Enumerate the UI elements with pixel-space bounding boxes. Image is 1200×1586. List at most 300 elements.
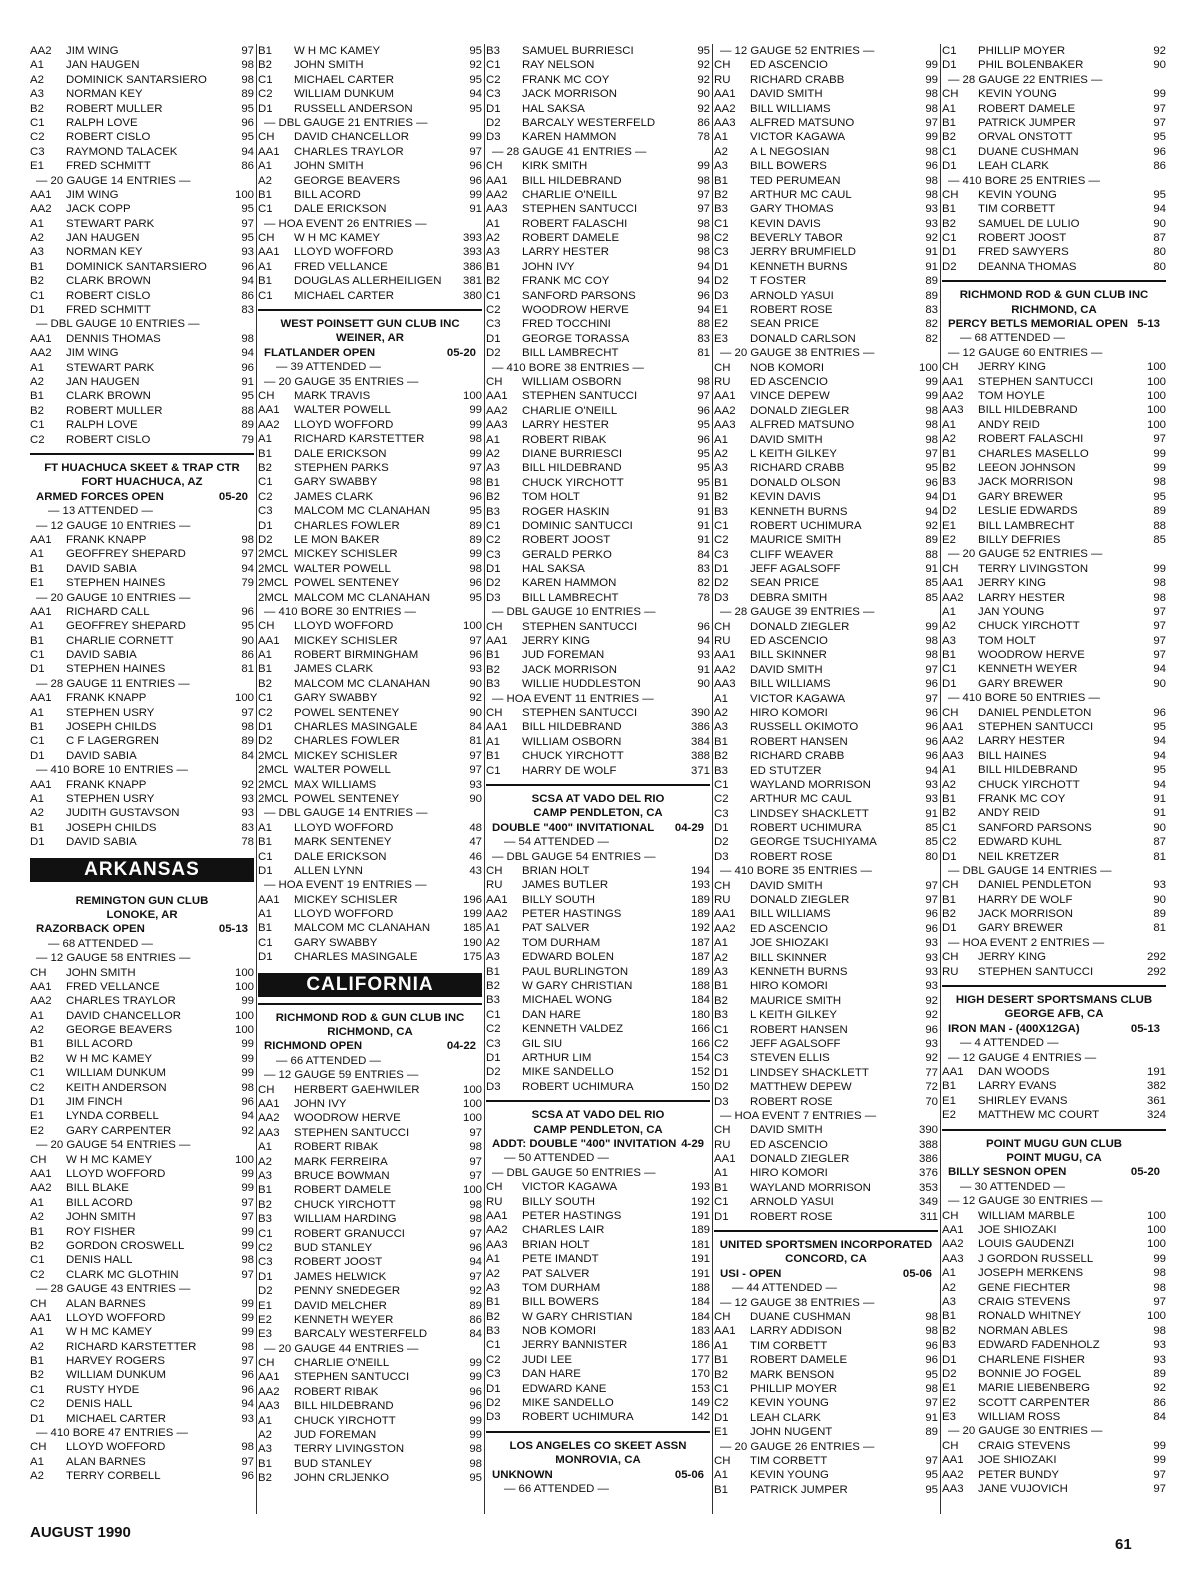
result-row [714,893,938,907]
club-name: FT HUACHUCA SKEET & TRAP CTR [44,461,240,474]
shooter-class: B3 [486,994,500,1007]
shooter-score: 100 [1146,1209,1166,1222]
result-row [942,1108,1166,1122]
shooter-name: ROBERT JOOST [294,1256,383,1269]
shooter-score: 97 [1153,116,1166,129]
shooter-class: B1 [258,275,272,288]
event-date: 04-22 [446,1040,476,1053]
result-row [258,289,482,303]
shooter-class: E1 [942,519,956,532]
shooter-score: 98 [469,1141,482,1154]
result-row [30,1297,254,1311]
shooter-name: ROBERT UCHIMURA [750,519,862,532]
shooter-name: NOB KOMORI [522,1325,597,1338]
shooter-class: A1 [486,735,500,748]
result-row [714,1210,938,1224]
shooter-score: 88 [697,318,710,331]
shooter-class: B1 [30,1355,44,1368]
shooter-score: 97 [925,1454,938,1467]
shooter-score: 100 [1146,390,1166,403]
shooter-name: JACK COPP [66,203,131,216]
shooter-class: C3 [486,548,501,561]
shooter-class: D1 [714,260,729,273]
shooter-name: LLOYD WOFFORD [294,418,394,431]
shooter-class: D1 [258,1270,273,1283]
shooter-name: GARY THOMAS [750,203,834,216]
result-row [258,562,482,576]
result-row [486,217,710,231]
club-location: RICHMOND, CA [1011,303,1097,316]
shooter-score: 92 [925,1009,938,1022]
shooter-score: 100 [1146,1310,1166,1323]
attendance-line [486,835,710,849]
result-row [486,648,710,662]
shooter-name: PAT SALVER [522,922,590,935]
shooter-class: B1 [942,649,956,662]
result-row [714,994,938,1008]
shooter-score: 87 [1153,836,1166,849]
result-row [486,1310,710,1324]
shooter-score: 98 [925,102,938,115]
shooter-score: 97 [925,1397,938,1410]
shooter-name: BILL BLAKE [66,1182,129,1195]
result-row [942,1266,1166,1280]
shooter-name: HAL SAKSA [522,563,585,576]
shooter-class: AA3 [942,1483,964,1496]
shooter-class: A1 [714,1339,728,1352]
shooter-class: C2 [486,1023,501,1036]
result-row [486,245,710,259]
shooter-score: 96 [925,476,938,489]
result-row [486,979,710,993]
shooter-name: JUD FOREMAN [522,649,605,662]
shooter-name: CHARLES TRAYLOR [294,145,404,158]
shooter-score: 70 [925,1095,938,1108]
result-row [258,1111,482,1125]
shooter-name: STEPHEN HAINES [66,663,166,676]
shooter-name: LARRY HESTER [522,246,609,259]
shooter-class: C2 [258,490,273,503]
shooter-name: GEORGE TSUCHIYAMA [750,836,877,849]
result-row [942,648,1166,662]
shooter-class: D2 [714,577,729,590]
shooter-class: D2 [486,1397,501,1410]
shooter-class: E1 [714,1426,728,1439]
shooter-score: 100 [462,1112,482,1125]
shooter-class: B2 [942,908,956,921]
shooter-score: 94 [925,505,938,518]
shooter-score: 91 [1153,792,1166,805]
shooter-class: A1 [258,821,272,834]
shooter-class: B3 [714,203,728,216]
shooter-score: 97 [241,1211,254,1224]
shooter-name: KAREN HAMMON [522,577,617,590]
shooter-name: A L NEGOSIAN [750,145,830,158]
shooter-name: SEAN PRICE [750,318,819,331]
shooter-name: RUSSELL ANDERSON [294,102,413,115]
shooter-name: MALCOM MC CLANAHAN [294,505,431,518]
shooter-score: 89 [925,534,938,547]
result-row [486,202,710,216]
result-row [258,432,482,446]
result-row [258,1356,482,1370]
shooter-class: B1 [258,188,272,201]
shooter-class: D1 [258,864,273,877]
shooter-score: 92 [925,1052,938,1065]
shooter-class: B1 [30,1225,44,1238]
shooter-score: 92 [1153,45,1166,57]
result-row [30,1412,254,1426]
shooter-name: JERRY KING [978,361,1046,374]
division-label: — 28 GAUGE 39 ENTRIES — [720,606,875,619]
shooter-name: HIRO KOMORI [750,706,828,719]
shooter-name: ANDY REID [978,418,1040,431]
shooter-name: ROBERT ROSE [750,304,833,317]
result-row [714,332,938,346]
shooter-score: 94 [241,562,254,575]
result-row [942,1453,1166,1467]
result-row [942,145,1166,159]
result-row [30,778,254,792]
shooter-score: 191 [1146,1066,1166,1079]
result-row [942,907,1166,921]
shooter-score: 96 [241,116,254,129]
result-row [30,1095,254,1109]
shooter-score: 92 [697,59,710,72]
division-label: — 20 GAUGE 54 ENTRIES — [36,1139,191,1152]
shooter-score: 184 [690,1310,710,1323]
club-location: POINT MUGU, CA [1006,1152,1102,1165]
shooter-name: CHARLES FOWLER [294,519,400,532]
shooter-class: B3 [486,1325,500,1338]
shooter-name: ROBERT ROSE [750,1095,833,1108]
shooter-class: B3 [942,476,956,489]
shooter-class: 2MCL [258,591,289,604]
shooter-class: AA3 [486,419,508,432]
shooter-class: B1 [258,1184,272,1197]
shooter-class: CH [486,375,503,388]
result-row [714,706,938,720]
result-row [942,1079,1166,1093]
result-row [30,562,254,576]
shooter-score: 81 [1153,850,1166,863]
result-row [30,1167,254,1181]
shooter-class: B1 [486,965,500,978]
shooter-class: A3 [942,634,956,647]
shooter-score: 93 [1153,1339,1166,1352]
shooter-class: C1 [486,1339,501,1352]
result-row [714,778,938,792]
shooter-class: CH [258,232,275,245]
shooter-score: 99 [241,1168,254,1180]
shooter-name: TOM DURHAM [522,1281,601,1294]
shooter-class: B2 [714,491,728,504]
shooter-score: 97 [469,1126,482,1139]
shooter-score: 99 [697,160,710,173]
shooter-score: 98 [469,1443,482,1456]
event-title-line [258,346,482,360]
shooter-name: MIKE SANDELLO [522,1066,614,1079]
attendance-label: — 66 ATTENDED — [504,1483,609,1496]
shooter-name: JOHN IVY [522,260,575,273]
result-row [942,432,1166,446]
shooter-name: ROBERT ROSE [750,1210,833,1223]
shooter-score: 97 [1153,649,1166,662]
result-row [714,217,938,231]
result-row [942,217,1166,231]
shooter-name: KEVIN YOUNG [750,1397,829,1410]
shooter-score: 99 [241,1311,254,1324]
shooter-class: C1 [942,145,957,158]
shooter-class: A3 [486,951,500,964]
result-row [30,1037,254,1051]
shooter-class: CH [714,361,731,374]
shooter-name: RUSTY HYDE [66,1383,140,1396]
club-header [258,1003,482,1054]
shooter-score: 81 [697,347,710,360]
result-row [714,375,938,389]
shooter-name: JIM WING [66,347,119,360]
result-row [30,605,254,619]
shooter-score: 97 [469,145,482,158]
shooter-class: AA2 [942,735,964,748]
result-row [258,73,482,87]
result-row [30,332,254,346]
event-name: BILLY SESNON OPEN [948,1166,1067,1179]
shooter-class: A1 [942,605,956,618]
shooter-class: A3 [258,1170,272,1182]
result-row [714,418,938,432]
shooter-score: 100 [234,692,254,705]
shooter-class: B2 [942,461,956,474]
shooter-score: 94 [241,1110,254,1123]
shooter-score: 78 [697,591,710,604]
event-name: FLATLANDER OPEN [264,346,376,359]
result-row [258,1313,482,1327]
shooter-score: 88 [1153,519,1166,532]
shooter-score: 84 [1153,1411,1166,1424]
shooter-score: 98 [925,1311,938,1324]
shooter-score: 152 [690,1066,710,1079]
result-row [942,706,1166,720]
shooter-name: ROBERT DAMELE [522,232,620,245]
attendance-line [486,1482,710,1496]
result-row [486,1338,710,1352]
shooter-class: A2 [30,1211,44,1224]
shooter-name: SANFORD PARSONS [522,289,636,302]
shooter-class: B2 [714,994,728,1007]
shooter-name: BILL SKINNER [750,649,827,662]
shooter-name: STEPHEN SANTUCCI [522,390,638,403]
shooter-score: 99 [469,188,482,201]
shooter-name: LLOYD WOFFORD [294,620,394,633]
result-row [942,720,1166,734]
shooter-class: A3 [486,462,500,475]
result-row [486,1252,710,1266]
shooter-name: BILL ACORD [66,1196,133,1209]
shooter-score: 96 [925,160,938,173]
club-name: POINT MUGU GUN CLUB [985,1137,1123,1150]
result-row [942,950,1166,964]
shooter-name: DENIS HALL [66,1398,133,1411]
shooter-class: D2 [486,116,501,129]
shooter-name: CHARLES TRAYLOR [66,995,176,1008]
shooter-score: 89 [469,533,482,546]
shooter-score: 95 [469,505,482,518]
shooter-name: GARY SWABBY [294,476,378,489]
shooter-class: B1 [486,476,500,489]
shooter-class: A1 [30,792,44,805]
result-row [942,1367,1166,1381]
shooter-name: GARY BREWER [978,922,1064,935]
shooter-class: A1 [714,433,728,446]
division-label: — 28 GAUGE 11 ENTRIES — [36,677,190,690]
event-name: RICHMOND OPEN [264,1040,363,1053]
shooter-score: 93 [925,778,938,791]
shooter-name: LLOYD WOFFORD [66,1441,166,1454]
result-row [714,447,938,461]
shooter-name: LARRY HESTER [978,735,1065,748]
shooter-name: LYNDA CORBELL [66,1110,159,1123]
shooter-score: 99 [241,1038,254,1051]
shooter-name: NORMAN KEY [66,88,143,101]
shooter-score: 95 [697,476,710,489]
shooter-name: LLOYD WOFFORD [66,1168,166,1180]
shooter-name: MICKEY SCHISLER [294,548,398,561]
shooter-class: AA2 [486,404,508,417]
shooter-name: BILL LAMBRECHT [978,519,1075,532]
shooter-score: 97 [469,1170,482,1182]
club-header [30,888,254,937]
shooter-class: AA3 [258,1400,280,1413]
result-row [714,1008,938,1022]
shooter-name: MICKEY SCHISLER [294,749,398,762]
shooter-class: C1 [486,519,501,532]
shooter-name: MICHAEL CARTER [294,73,395,86]
event-division-header [30,317,254,331]
shooter-class: C1 [486,289,501,302]
shooter-class: A1 [258,160,272,173]
shooter-score: 187 [690,951,710,964]
shooter-score: 98 [241,1081,254,1094]
shooter-name: PHIL BOLENBAKER [978,59,1084,72]
shooter-class: A1 [258,1414,272,1427]
shooter-class: A2 [258,1155,272,1168]
result-row [714,677,938,691]
shooter-class: A3 [486,246,500,259]
shooter-class: C1 [258,1227,273,1240]
shooter-name: ROBERT CISLO [66,131,151,144]
shooter-name: GARY CARPENTER [66,1124,172,1137]
shooter-name: ED ASCENCIO [750,59,828,72]
shooter-name: JAMES CLARK [294,490,374,503]
shooter-score: 91 [1153,807,1166,820]
shooter-name: NORMAN KEY [66,246,143,259]
shooter-class: AA1 [30,533,52,546]
shooter-score: 98 [469,1198,482,1211]
result-row [714,361,938,375]
shooter-class: A2 [30,73,44,86]
shooter-class: CH [942,188,959,201]
shooter-name: GARY BREWER [978,490,1064,503]
shooter-name: HARRY DE WOLF [522,764,617,777]
shooter-name: VICTOR KAGAWA [750,692,846,705]
shooter-name: MALCOM MC CLANAHAN [294,591,431,604]
shooter-class: D1 [30,1096,45,1109]
event-division-header [258,1068,482,1082]
shooter-score: 349 [918,1196,938,1209]
shooter-class: CH [30,1441,47,1454]
shooter-name: KEVIN YOUNG [978,188,1057,201]
shooter-class: E3 [942,1411,956,1424]
shooter-name: GORDON CROSWELL [66,1239,185,1252]
shooter-class: E1 [714,304,728,317]
shooter-score: 95 [469,1472,482,1485]
shooter-class: E1 [942,1094,956,1107]
shooter-class: C1 [486,764,501,777]
shooter-name: JACK MORRISON [978,908,1073,921]
shooter-score: 97 [1153,102,1166,115]
shooter-score: 94 [1153,735,1166,748]
shooter-name: JANE VUJOVICH [978,1483,1068,1496]
result-row [258,58,482,72]
shooter-class: E2 [942,533,956,546]
result-row [942,231,1166,245]
shooter-class: AA3 [714,419,736,432]
shooter-score: 92 [925,519,938,532]
result-row [942,1281,1166,1295]
shooter-name: WOODROW HERVE [294,1112,401,1125]
club-name: REMINGTON GUN CLUB [75,894,209,907]
shooter-class: C2 [714,232,729,245]
shooter-score: 99 [469,1371,482,1384]
division-label: — DBL GAUGE 21 ENTRIES — [264,116,428,129]
result-row [942,792,1166,806]
shooter-score: 390 [690,706,710,719]
shooter-class: RU [714,894,731,907]
result-row [714,145,938,159]
result-row [714,548,938,562]
division-label: — 12 GAUGE 30 ENTRIES — [948,1195,1103,1208]
shooter-class: E2 [714,318,728,331]
shooter-score: 186 [690,1339,710,1352]
shooter-name: LEAH CLARK [978,160,1049,173]
shooter-class: B2 [942,1324,956,1337]
result-row [486,749,710,763]
shooter-name: HIRO KOMORI [750,1167,828,1180]
result-row [714,965,938,979]
shooter-name: DAVID SMITH [750,433,823,446]
shooter-name: WAYLAND MORRISON [750,1181,871,1194]
shooter-class: AA3 [486,1238,508,1251]
shooter-name: GEORGE TORASSA [522,332,630,345]
event-division-header [258,217,482,231]
shooter-score: 191 [690,1253,710,1266]
shooter-score: 95 [925,1469,938,1482]
shooter-name: JAN HAUGEN [66,59,140,72]
shooter-name: ARTHUR MC CAUL [750,793,852,806]
shooter-class: A1 [486,217,500,230]
shooter-score: 95 [241,390,254,403]
shooter-class: RU [714,73,731,86]
result-row [714,87,938,101]
shooter-score: 99 [1153,88,1166,101]
shooter-name: MARK TRAVIS [294,390,371,403]
shooter-class: 2MCL [258,548,289,561]
shooter-score: 95 [1153,490,1166,503]
shooter-score: 93 [925,966,938,978]
shooter-class: A1 [714,692,728,705]
